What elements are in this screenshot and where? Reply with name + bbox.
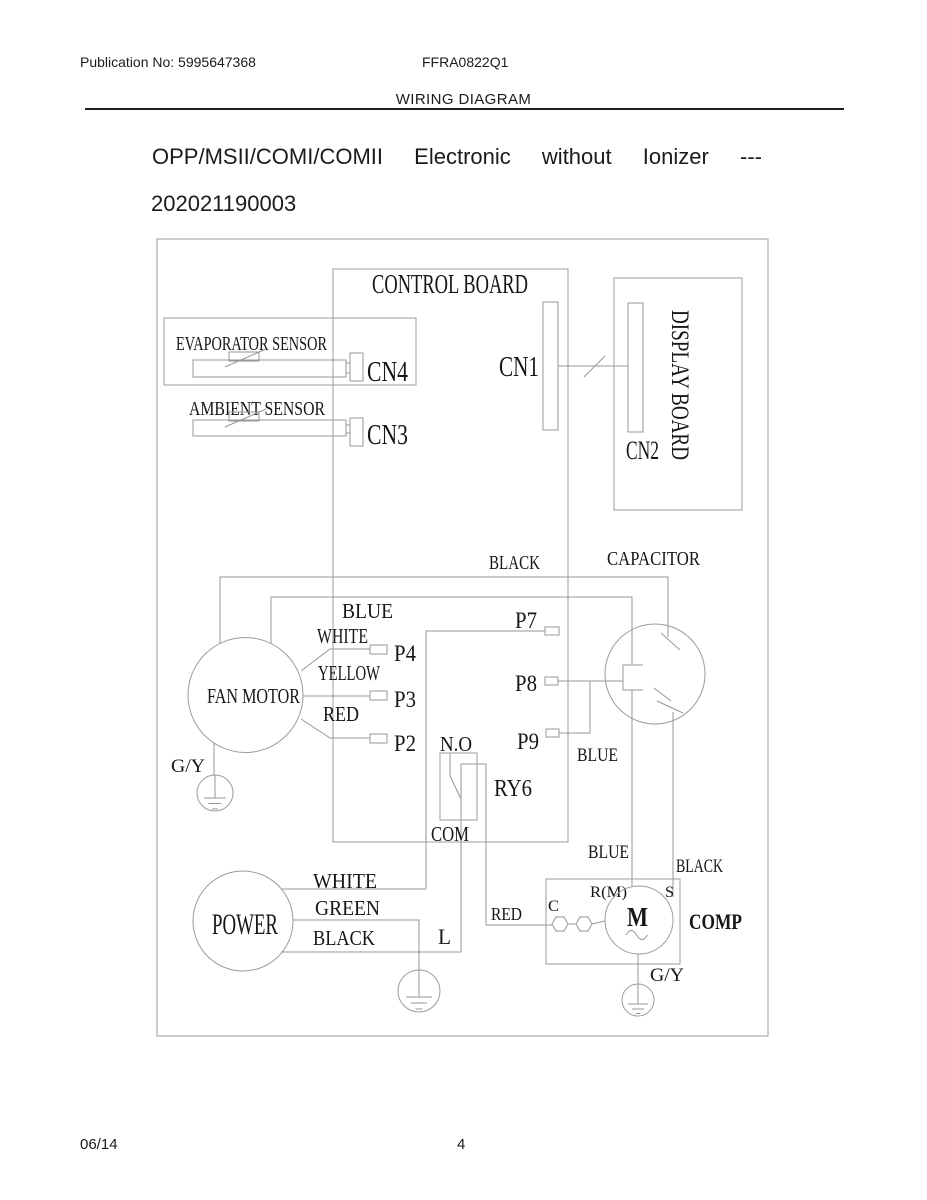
- footer-date: 06/14: [80, 1136, 118, 1153]
- capacitor-terminal-tick: [661, 633, 680, 650]
- capacitor-label: CAPACITOR: [607, 548, 701, 570]
- wire-label-white-power: WHITE: [313, 869, 377, 893]
- wire-label-blue-relay: BLUE: [577, 745, 618, 766]
- footer-page-number: 4: [457, 1136, 466, 1153]
- ground-symbol-fan: [197, 743, 233, 811]
- ambient-sensor: [189, 398, 408, 451]
- evaporator-sensor: [164, 318, 416, 388]
- control-board-label: CONTROL BOARD: [372, 269, 528, 299]
- p7-label: P7: [515, 608, 537, 633]
- black-wire-fan-to-capacitor: [220, 577, 680, 650]
- wire-label-red-fan: RED: [323, 702, 359, 726]
- p9-connector: [546, 729, 559, 737]
- power-source: [193, 871, 293, 971]
- overload-protector-icon: [576, 917, 592, 931]
- capacitor-terminal-tick: [654, 688, 671, 701]
- ambient-probe: [193, 420, 346, 436]
- cn3-label: CN3: [367, 420, 408, 451]
- wire-label-black-power: BLACK: [313, 926, 375, 950]
- cn2-label: CN2: [626, 436, 659, 465]
- capacitor-terminal-block: [623, 665, 643, 690]
- run-terminal-label: R(M): [590, 884, 627, 901]
- wire-label-blue-fan: BLUE: [342, 599, 393, 623]
- fan-motor-label: FAN MOTOR: [207, 684, 300, 708]
- model-number: FFRA0822Q1: [422, 54, 509, 70]
- cn1-label: CN1: [499, 352, 539, 383]
- title-word: ---: [740, 144, 762, 169]
- wire-label-ground-compressor: G/Y: [650, 965, 685, 986]
- cn4-label: CN4: [367, 357, 408, 388]
- cn2-connector: [628, 303, 643, 432]
- start-terminal-label: S: [665, 884, 674, 901]
- capacitor-terminal-tick: [657, 701, 683, 713]
- p9-label: P9: [517, 729, 539, 754]
- wire-label-white-fan: WHITE: [317, 624, 368, 648]
- power-label: POWER: [212, 908, 278, 941]
- cn3-connector: [350, 418, 363, 446]
- publication-number: Publication No: 5995647368: [80, 54, 256, 70]
- p4-connector: [370, 645, 387, 654]
- wire-label-green-power: GREEN: [315, 896, 380, 920]
- cn4-connector: [350, 353, 363, 381]
- fan-motor: [188, 638, 303, 753]
- wire-label-yellow-fan: YELLOW: [318, 661, 381, 685]
- wire-label-red-compressor: RED: [491, 904, 523, 924]
- wire-label-ground-fan: G/Y: [171, 756, 206, 777]
- evaporator-sensor-label: EVAPORATOR SENSOR: [176, 333, 328, 355]
- p3-connector: [370, 691, 387, 700]
- motor-symbol-label: M: [627, 902, 648, 932]
- overload-protector-icon: [552, 917, 568, 931]
- ambient-sensor-label: AMBIENT SENSOR: [189, 398, 326, 420]
- title-word: OPP/MSII/COMI/COMII: [152, 144, 384, 169]
- wire-label-black-compressor: BLACK: [676, 856, 724, 877]
- cn1-connector: [543, 302, 558, 430]
- common-terminal-label: C: [548, 898, 559, 915]
- section-title: WIRING DIAGRAM: [395, 91, 532, 108]
- relay-switch-contact: [450, 776, 461, 799]
- wire-label-black-capacitor: BLACK: [489, 552, 541, 574]
- capacitor-symbol: [605, 624, 705, 724]
- compressor: [546, 879, 680, 964]
- yellow-wire-fan-to-p3: [303, 691, 387, 700]
- ground-symbol-power: [398, 970, 440, 1012]
- p7-connector: [545, 627, 559, 635]
- p3-label: P3: [394, 687, 416, 712]
- p8-connector: [545, 677, 558, 685]
- evaporator-probe: [193, 360, 346, 377]
- p4-label: P4: [394, 641, 417, 666]
- title-word: without: [541, 144, 612, 169]
- capacitor-body: [605, 624, 705, 724]
- title-word: Ionizer: [642, 144, 709, 169]
- title-word: Electronic: [414, 144, 511, 169]
- document-title-number: 202021190003: [151, 191, 297, 216]
- relay-no-label: N.O: [440, 732, 472, 756]
- p8-label: P8: [515, 671, 537, 696]
- compressor-label: COMP: [689, 909, 742, 934]
- line-terminal-label: L: [438, 924, 451, 949]
- p9-wire: [559, 681, 590, 733]
- wire-label-blue-compressor: BLUE: [588, 842, 629, 863]
- p2-label: P2: [394, 731, 416, 756]
- relay-box: [440, 753, 477, 820]
- relay-name-label: RY6: [494, 776, 532, 802]
- relay-com-label: COM: [431, 822, 470, 846]
- display-board-label: DISPLAY BOARD: [666, 310, 693, 507]
- p2-connector: [370, 734, 387, 743]
